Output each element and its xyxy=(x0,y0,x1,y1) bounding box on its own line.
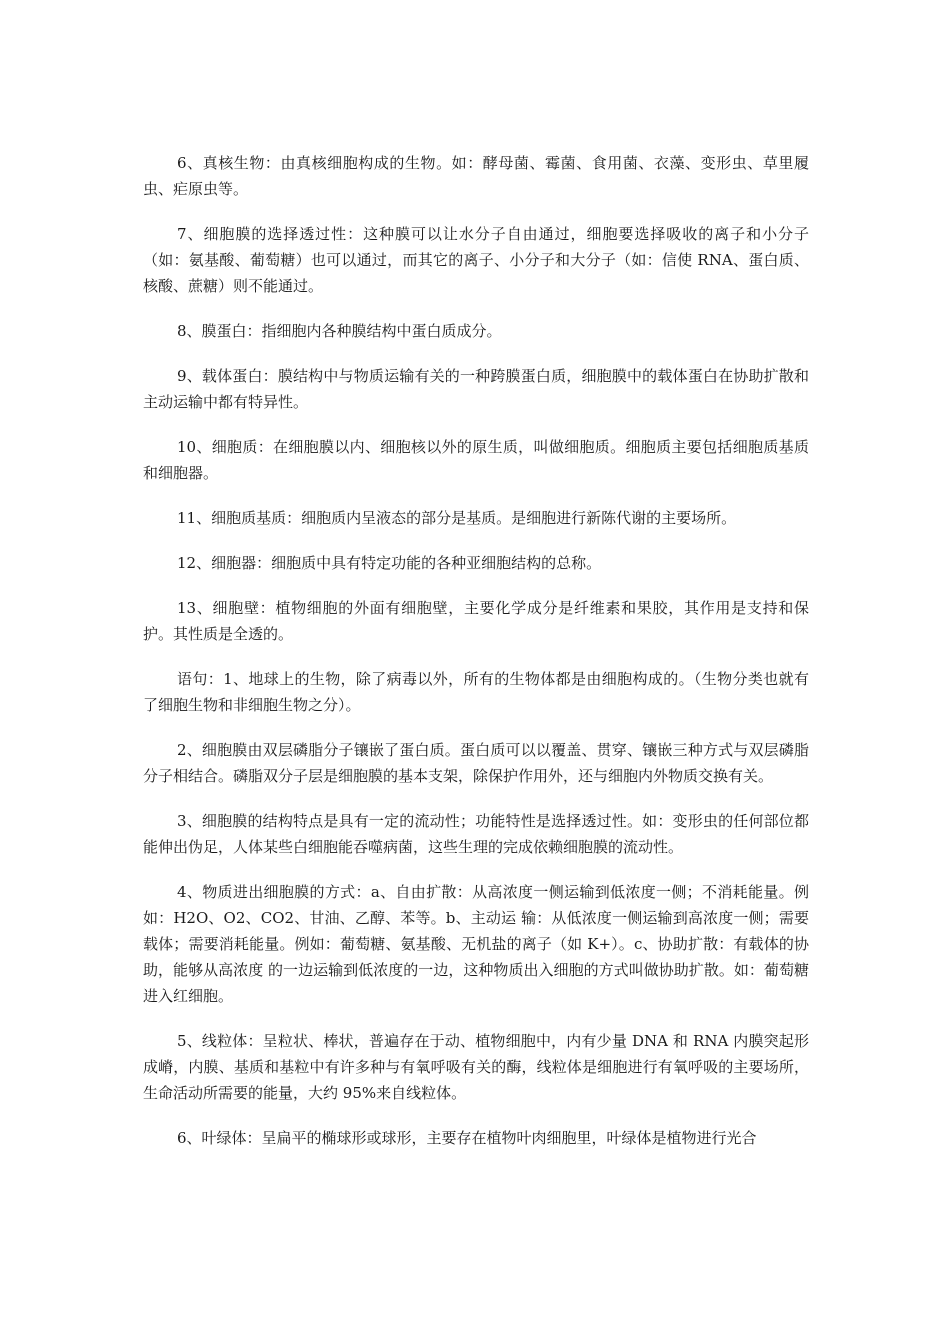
paragraph-chloroplast: 6、叶绿体：呈扁平的椭球形或球形，主要存在植物叶肉细胞里，叶绿体是植物进行光合 xyxy=(177,1129,757,1147)
paragraph-organelle: 12、细胞器：细胞质中具有特定功能的各种亚细胞结构的总称。 xyxy=(177,554,602,572)
document-body xyxy=(143,150,809,1170)
paragraph-eukaryote: 6、真核生物：由真核细胞构成的生物。如：酵母菌、霉菌、食用菌、衣藻、变形虫、草里履虫、疟原虫等。 xyxy=(143,154,809,198)
paragraph-statement-1: 语句：1、地球上的生物，除了病毒以外，所有的生物体都是由细胞构成的。（生物分类也就有了细胞生物和非细胞生物之分）。 xyxy=(143,670,809,714)
paragraph-membrane-selectivity: 7、细胞膜的选择透过性：这种膜可以让水分子自由通过，细胞要选择吸收的离子和小分子（如：氨基酸、葡萄糖）也可以通过，而其它的离子、小分子和大分子（如：信使 RNA、蛋白质、核酸、蔗糖）则不能通过。 xyxy=(143,225,809,295)
paragraph-cytoplasmic-matrix: 11、细胞质基质：细胞质内呈液态的部分是基质。是细胞进行新陈代谢的主要场所。 xyxy=(177,509,737,527)
paragraph-statement-3: 3、细胞膜的结构特点是具有一定的流动性；功能特性是选择透过性。如：变形虫的任何部位都能伸出伪足，人体某些白细胞能吞噬病菌，这些生理的完成依赖细胞膜的流动性。 xyxy=(143,812,809,856)
paragraph-mitochondria: 5、线粒体：呈粒状、棒状，普遍存在于动、植物细胞中，内有少量 DNA 和 RNA 内膜突起形成嵴，内膜、基质和基粒中有许多种与有氧呼吸有关的酶，线粒体是细胞进行有氧呼吸的主要场所，生命活动所需要的能量，大约 95%来自线粒体。 xyxy=(143,1032,809,1102)
paragraph-cell-wall: 13、细胞壁：植物细胞的外面有细胞壁，主要化学成分是纤维素和果胶，其作用是支持和保护。其性质是全透的。 xyxy=(143,599,809,643)
paragraph-membrane-protein: 8、膜蛋白：指细胞内各种膜结构中蛋白质成分。 xyxy=(177,322,502,340)
paragraph-statement-2: 2、细胞膜由双层磷脂分子镶嵌了蛋白质。蛋白质可以以覆盖、贯穿、镶嵌三种方式与双层磷脂分子相结合。磷脂双分子层是细胞膜的基本支架，除保护作用外，还与细胞内外物质交换有关。 xyxy=(143,741,809,785)
paragraph-carrier-protein: 9、载体蛋白：膜结构中与物质运输有关的一种跨膜蛋白质，细胞膜中的载体蛋白在协助扩散和主动运输中都有特异性。 xyxy=(143,367,809,411)
paragraph-statement-4: 4、物质进出细胞膜的方式：a、自由扩散：从高浓度一侧运输到低浓度一侧；不消耗能量。例如：H2O、O2、CO2、甘油、乙醇、苯等。b、主动运 输：从低浓度一侧运输到高浓度一侧；需要载体；需要消耗能量。例如：葡萄糖、氨基酸、无机盐的离子（如 K+）。c、协助扩散：有载体的协助，能够从高浓度 的一边运输到低浓度的一边，这种物质出入细胞的方式叫做协助扩散。如：葡萄糖进入红细胞。 xyxy=(143,883,809,1005)
paragraph-cytoplasm: 10、细胞质：在细胞膜以内、细胞核以外的原生质，叫做细胞质。细胞质主要包括细胞质基质和细胞器。 xyxy=(143,438,809,482)
